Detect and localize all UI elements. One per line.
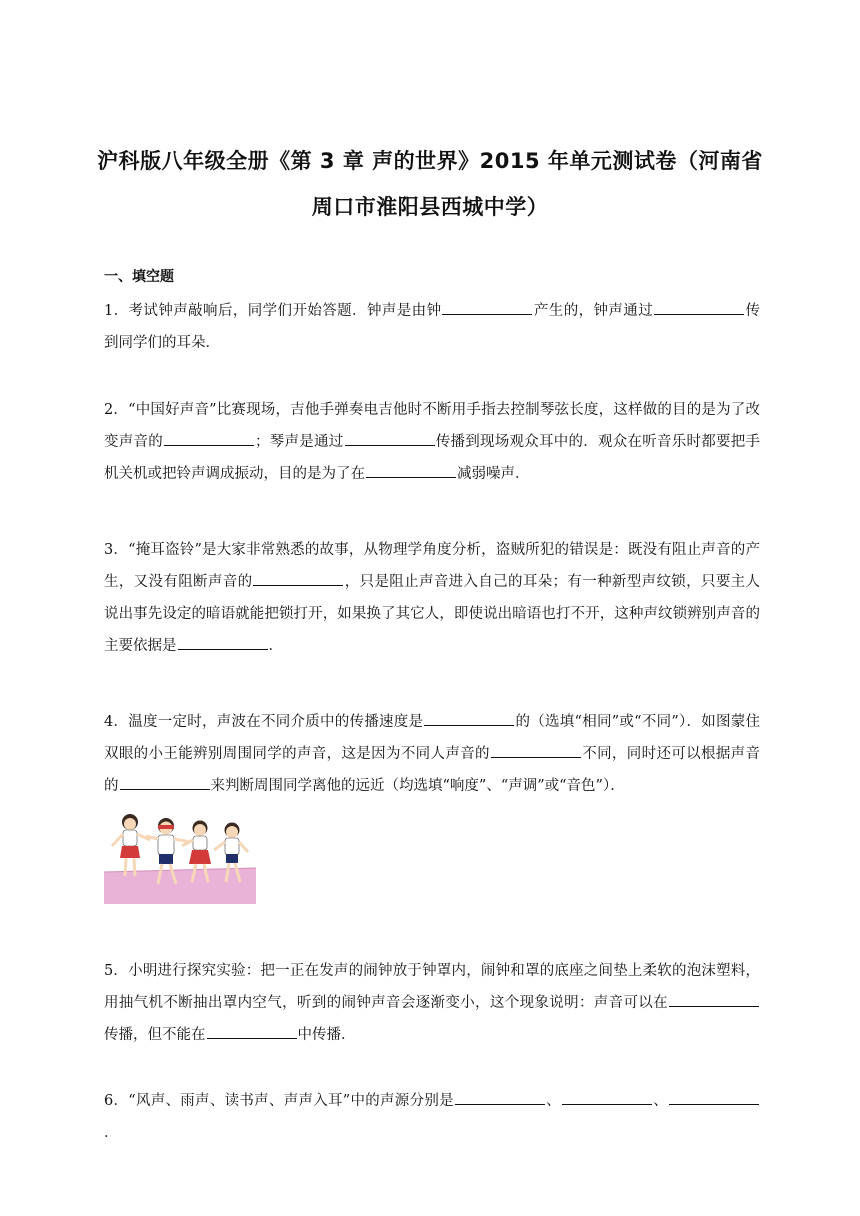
- question-4-text-b: 的（选填“相同”或“不同”）．如图蒙住双眼的小王能辨别周围同学的声音，这是因为不同人声音的: [104, 714, 760, 762]
- answer-blank: [424, 707, 514, 726]
- answer-blank: [562, 1086, 652, 1105]
- answer-blank: [178, 631, 268, 650]
- question-3-text-c: ．: [268, 638, 283, 654]
- answer-blank: [654, 296, 744, 315]
- question-3: [104, 534, 760, 662]
- document-title: [60, 138, 800, 230]
- question-5: [104, 955, 760, 1051]
- answer-blank: [455, 1086, 545, 1105]
- question-3-text-b: ，只是阻止声音进入自己的耳朵；有一种新型声纹锁，只要主人说出事先设定的暗语就能把锁打开，如果换了其它人，即使说出暗语也打不开，这种声纹锁辨别声音的主要依据是: [104, 574, 760, 654]
- question-2-text-a: 2．“中国好声音”比赛现场，吉他手弹奏电吉他时不断用手指去控制琴弦长度，这样做的目的是为了改变声音的: [104, 402, 760, 450]
- question-4-text-c: 不同，同时还可以根据声音的: [104, 746, 761, 794]
- question-1-text-b: 产生的，钟声通过: [533, 303, 654, 319]
- blindfolded-children-illustration: [104, 806, 256, 904]
- question-2-text-b: ；琴声是通过: [255, 434, 344, 450]
- question-4-text-d: 来判断周围同学离他的远近（均选填“响度”、“声调”或“音色”）．: [210, 778, 625, 794]
- question-3-text-a: 3．“掩耳盗铃”是大家非常熟悉的故事，从物理学角度分析，盗贼所犯的错误是：既没有阻止声音的产生，又没有阻断声音的: [104, 542, 760, 590]
- question-2: [104, 394, 760, 490]
- question-1: [104, 295, 760, 359]
- section-heading: 一、填空题: [104, 269, 174, 285]
- question-5-text-c: 中传播．: [297, 1027, 356, 1043]
- question-6-sep-2: 、: [652, 1093, 669, 1109]
- question-2-text-c: 传播到现场观众耳中的．观众在听音乐时都要把手机关机或把铃声调成振动，目的是为了在: [104, 434, 760, 482]
- question-6-end: ．: [104, 1125, 119, 1141]
- answer-blank: [442, 296, 532, 315]
- answer-blank: [366, 459, 456, 478]
- answer-blank: [669, 988, 759, 1007]
- question-6-text-a: 6．“风声、雨声、读书声、声声入耳”中的声源分别是: [104, 1093, 454, 1109]
- title-line-1: 沪科版八年级全册《第 3 章 声的世界》2015 年单元测试卷（河南省: [97, 149, 763, 173]
- answer-blank: [669, 1086, 759, 1105]
- answer-blank: [164, 427, 254, 446]
- question-4: [104, 706, 760, 802]
- answer-blank: [120, 771, 210, 790]
- question-1-text-a: 1．考试钟声敲响后，同学们开始答题．钟声是由钟: [104, 303, 442, 319]
- question-4-text-a: 4．温度一定时，声波在不同介质中的传播速度是: [104, 714, 424, 730]
- answer-blank: [253, 567, 343, 586]
- question-6-sep-1: 、: [545, 1093, 561, 1109]
- question-5-text-b: 传播，但不能在: [104, 1027, 206, 1043]
- title-line-2: 周口市淮阳县西城中学）: [311, 195, 549, 219]
- answer-blank: [345, 427, 435, 446]
- question-4-figure: [104, 806, 256, 904]
- question-5-text-a: 5．小明进行探究实验：把一正在发声的闹钟放于钟罩内，闹钟和罩的底座之间垫上柔软的泡沫塑料，用抽气机不断抽出罩内空气，听到的闹钟声音会逐渐变小，这个现象说明：声音可以在: [104, 963, 760, 1011]
- question-6: [104, 1085, 760, 1149]
- answer-blank: [491, 739, 581, 758]
- question-1-text-c: 传到同学们的耳朵．: [104, 303, 761, 351]
- answer-blank: [207, 1020, 297, 1039]
- question-2-text-d: 减弱噪声．: [457, 466, 530, 482]
